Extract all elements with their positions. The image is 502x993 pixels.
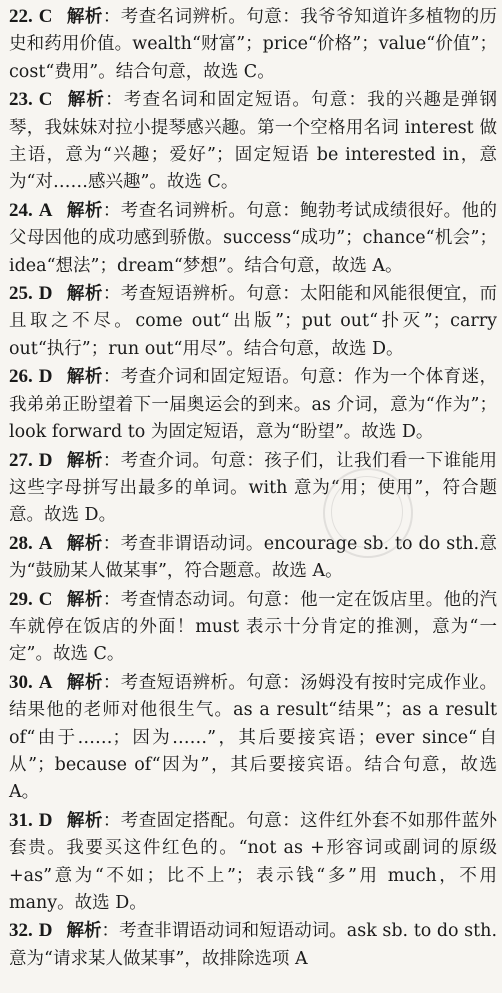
analysis-label: 解析 <box>66 921 102 942</box>
entry-27 <box>9 447 497 530</box>
question-number: 27. <box>9 449 33 471</box>
entry-32 <box>9 917 497 973</box>
entry-25 <box>9 280 497 363</box>
analysis-label: 解析 <box>66 589 103 610</box>
analysis-label: 解析 <box>66 7 103 27</box>
entry-29 <box>9 586 497 669</box>
answer-letter: A <box>38 199 53 221</box>
analysis-text: ：考查非谓语动词和短语动词。ask sb. to do sth.意为“请求某人做某事”，故排除选项 A <box>9 921 498 969</box>
question-number: 26. <box>9 366 33 388</box>
answer-letter: A <box>38 671 53 693</box>
answer-explanations <box>9 3 497 973</box>
answer-letter: D <box>38 809 53 831</box>
analysis-label: 解析 <box>66 450 103 471</box>
analysis-label: 解析 <box>66 810 103 831</box>
analysis-text: ：考查名词和固定短语。句意：我的兴趣是弹钢琴，我妹妹对拉小提琴感兴趣。第一个空格用名词 interest 做主语，意为“兴趣；爱好”；固定短语 be interested in，意为“对……感兴趣”。故选 C。 <box>9 90 498 193</box>
analysis-label: 解析 <box>66 90 106 111</box>
analysis-label: 解析 <box>66 533 103 554</box>
question-number: 29. <box>9 588 33 610</box>
entry-28 <box>9 530 497 586</box>
entry-26 <box>9 363 497 446</box>
analysis-text: ：考查固定搭配。句意：这件红外套不如那件蓝外套贵。我要买这件红色的。“not as +形容词或副词的原级+as”意为“不如；比不上”；表示钱“多”用 much，不用 many。故选 D。 <box>9 810 498 913</box>
entry-31 <box>9 807 497 918</box>
entry-23 <box>9 86 497 197</box>
analysis-text: ：考查介词和固定短语。句意：作为一个体育迷，我弟弟正盼望着下一届奥运会的到来。as 介词，意为“作为”；look forward to 为固定短语，意为“盼望”。故选 D。 <box>9 367 498 443</box>
analysis-text: ：考查名词辨析。句意：我爷爷知道许多植物的历史和药用价值。wealth“财富”；price“价格”；value“价值”；cost“费用”。结合句意，故选 C。 <box>9 7 498 82</box>
analysis-text: ：考查短语辨析。句意：太阳能和风能很便宜，而且取之不尽。come out“出版”；put out“扑灭”；carry out“执行”；run out“用尽”。结合句意，故选 D。 <box>9 284 498 359</box>
question-number: 23. <box>9 89 33 111</box>
analysis-label: 解析 <box>66 672 103 693</box>
analysis-label: 解析 <box>66 367 103 388</box>
analysis-label: 解析 <box>66 200 103 221</box>
answer-letter: D <box>38 920 53 942</box>
entry-22 <box>9 3 497 86</box>
answer-letter: D <box>38 283 53 305</box>
answer-letter: C <box>38 588 53 610</box>
analysis-text: ：考查情态动词。句意：他一定在饭店里。他的汽车就停在饭店的外面！must 表示十分肯定的推测，意为“一定”。故选 C。 <box>9 589 498 665</box>
analysis-text: ：考查短语辨析。句意：汤姆没有按时完成作业。结果他的老师对他很生气。as a result“结果”；as a result of“由于……；因为……”，其后要接宾语；ever since“自从”；because of“因为”，其后要接宾语。结合句意，故选 A。 <box>9 672 498 803</box>
question-number: 22. <box>9 6 33 27</box>
question-number: 28. <box>9 532 33 554</box>
answer-letter: D <box>38 449 53 471</box>
entry-30 <box>9 669 497 807</box>
question-number: 30. <box>9 671 33 693</box>
question-number: 31. <box>9 809 33 831</box>
question-number: 24. <box>9 199 33 221</box>
answer-letter: C <box>38 6 53 27</box>
entry-24 <box>9 197 497 280</box>
analysis-text: ：考查非谓语动词。encourage sb. to do sth.意为“鼓励某人做某事”，符合题意。故选 A。 <box>9 533 498 582</box>
question-number: 25. <box>9 283 33 305</box>
answer-letter: D <box>38 366 53 388</box>
analysis-text: ：考查名词辨析。句意：鲍勃考试成绩很好。他的父母因他的成功感到骄傲。success“成功”；chance“机会”；idea“想法”；dream“梦想”。结合句意，故选 A。 <box>9 200 498 276</box>
answer-letter: A <box>38 532 53 554</box>
question-number: 32. <box>9 920 33 942</box>
analysis-label: 解析 <box>66 284 103 305</box>
analysis-text: ：考查介词。句意：孩子们，让我们看一下谁能用这些字母拼写出最多的单词。with 意为“用；使用”，符合题意。故选 D。 <box>9 450 498 526</box>
answer-letter: C <box>38 89 53 111</box>
